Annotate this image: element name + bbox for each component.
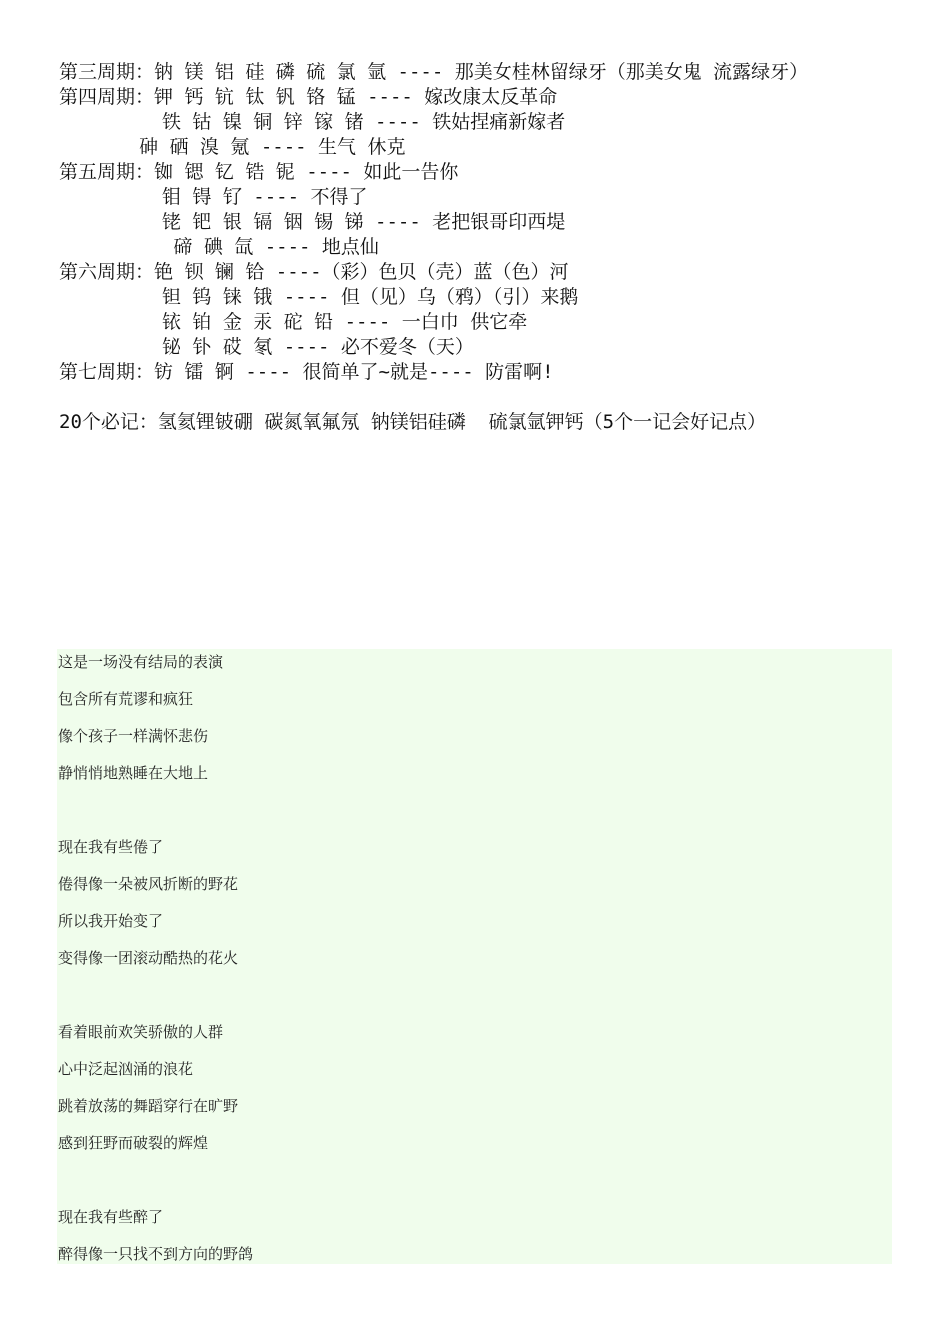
poem-line-14: 感到狂野而破裂的辉煌: [58, 1134, 209, 1152]
poem-line-9: 变得像一团滚动酷热的花火: [58, 949, 239, 967]
poem-line-11: 看着眼前欢笑骄傲的人群: [58, 1023, 224, 1041]
poem-line-16: 现在我有些醉了: [58, 1208, 164, 1226]
period-6-line-3: 铱 铂 金 汞 砣 铅 ---- 一白巾 供它牵: [59, 311, 528, 333]
poem-line-4: 静悄悄地熟睡在大地上: [58, 764, 209, 782]
poem-line-1: 这是一场没有结局的表演: [58, 653, 224, 671]
period-5-line-3: 铑 钯 银 镉 铟 锡 锑 ---- 老把银哥印西堤: [59, 211, 566, 233]
period-3-line: 第三周期：钠 镁 铝 硅 磷 硫 氯 氩 ---- 那美女桂林留绿牙（那美女鬼 流露绿牙）: [59, 61, 809, 83]
memorize-twenty-note: 20个必记：氢氦锂铍硼 碳氮氧氟氖 钠镁铝硅磷 硫氯氩钾钙（5个一记会好记点）: [59, 411, 767, 433]
poem-line-8: 所以我开始变了: [58, 912, 164, 930]
period-7-line: 第七周期：钫 镭 锕 ---- 很简单了~就是---- 防雷啊!: [59, 361, 554, 383]
poem-line-2: 包含所有荒谬和疯狂: [58, 690, 194, 708]
period-4-line-2: 铁 钴 镍 铜 锌 镓 锗 ---- 铁姑捏痛新嫁者: [59, 111, 566, 133]
poem-line-7: 倦得像一朵被风折断的野花: [58, 875, 239, 893]
period-4-line-3: 砷 硒 溴 氪 ---- 生气 休克: [59, 136, 406, 158]
period-5-line-2: 钼 锝 钌 ---- 不得了: [59, 186, 368, 208]
poem-line-12: 心中泛起汹涌的浪花: [58, 1060, 194, 1078]
period-5-line-4: 碲 碘 氙 ---- 地点仙: [59, 236, 379, 258]
paragraph-spacer: [59, 385, 879, 410]
period-6-line-1: 第六周期：铯 钡 镧 铪 ----（彩）色贝（壳）蓝（色）河: [59, 261, 569, 283]
period-6-line-2: 钽 钨 铼 锇 ---- 但（见）乌（鸦）（引）来鹅: [59, 286, 579, 308]
poem-block: [57, 649, 892, 1264]
poem-line-17: 醉得像一只找不到方向的野鸽: [58, 1245, 254, 1263]
period-4-line-1: 第四周期：钾 钙 钪 钛 钒 铬 锰 ---- 嫁改康太反革命: [59, 86, 558, 108]
poem-line-13: 跳着放荡的舞蹈穿行在旷野: [58, 1097, 239, 1115]
period-6-line-4: 铋 钋 砹 氡 ---- 必不爱冬（天）: [59, 336, 474, 358]
poem-line-6: 现在我有些倦了: [58, 838, 164, 856]
period-5-line-1: 第五周期：铷 锶 钇 锆 铌 ---- 如此一告你: [59, 161, 459, 183]
periodic-table-mnemonics: [59, 60, 879, 435]
poem-line-3: 像个孩子一样满怀悲伤: [58, 727, 209, 745]
